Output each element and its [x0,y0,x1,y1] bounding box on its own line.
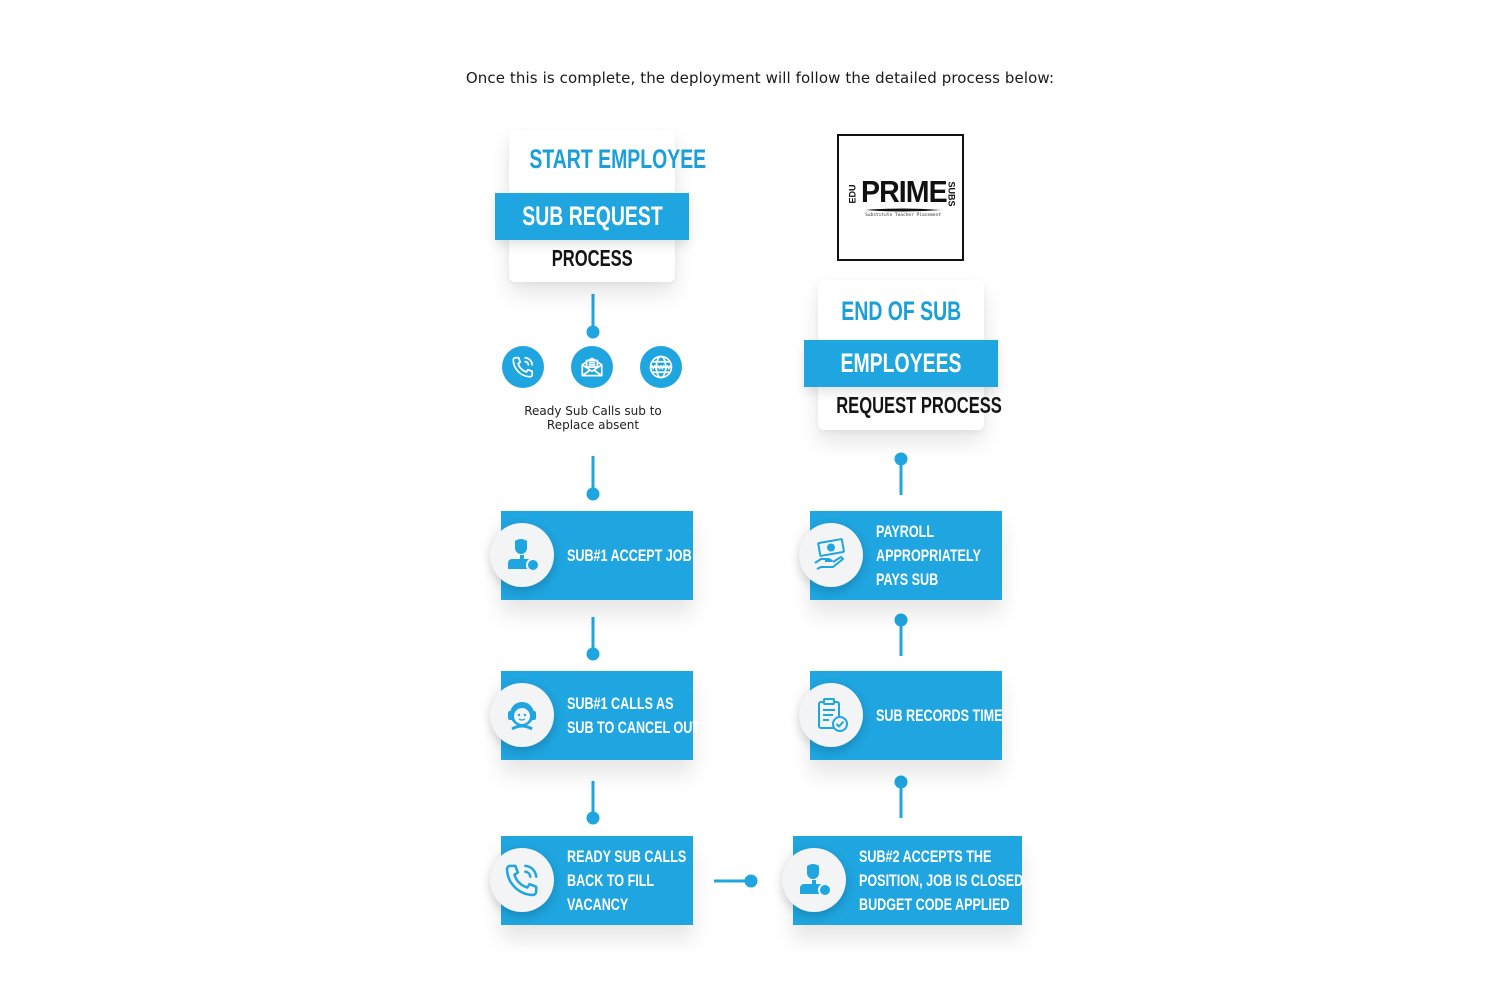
start-header-line3: PROCESS [551,245,633,271]
connector-dot [588,489,598,499]
intro-text: Once this is complete, the deployment will follow the detailed process below: [465,69,1055,87]
money-hand-icon [799,523,863,587]
step-line: BUDGET CODE APPLIED [859,894,1010,914]
step-text [567,836,728,925]
step-text [876,671,1047,760]
step-text [876,511,1018,600]
clipboard-check-icon [799,683,863,747]
start-header-line2: SUB REQUEST [522,201,663,231]
phone-icon [502,346,544,388]
start-process-header [495,130,707,285]
email-icon [571,346,613,388]
step-line: PAYS SUB [876,569,939,589]
contact-caption-line1: Ready Sub Calls sub to [524,404,662,418]
person-icon [490,523,554,587]
edu-prime-subs-logo [837,134,964,261]
step-line: BACK TO FILL [567,870,655,890]
step-line: PAYROLL [876,521,935,541]
logo-subs-text: SUBS [946,181,957,207]
connector-dot [588,813,598,823]
start-header-line1: START EMPLOYEE [529,144,707,174]
contact-caption [493,404,693,432]
step-line: SUB#1 ACCEPT JOB [567,545,692,565]
phone-icon [490,848,554,912]
logo-tagline: Substitute Teacher Placement [865,213,941,218]
end-header-line3: REQUEST PROCESS [836,392,1002,418]
svg-text:WWW: WWW [651,365,671,372]
connector-dot [746,876,756,886]
end-process-header [804,280,1002,435]
step-line: SUB#1 CALLS AS [567,693,674,713]
end-header-line2: EMPLOYEES [840,348,962,378]
web-icon [640,346,682,388]
end-header-line1: END OF SUB [841,296,961,326]
step-line: SUB TO CANCEL OUT [567,717,701,737]
contact-caption-line2: Replace absent [546,418,640,432]
connector-dot [588,327,598,337]
step-text [567,671,747,760]
logo-swoosh [863,208,943,212]
step-line: POSITION, JOB IS CLOSED, [859,870,1027,890]
person-icon [782,848,846,912]
logo-prime-text: PRIME [861,174,947,209]
step-text [859,836,1086,925]
step-text [567,511,735,600]
connector-dot [588,649,598,659]
step-line: VACANCY [567,894,629,914]
step-line: APPROPRIATELY [876,545,981,565]
headset-agent-icon [490,683,554,747]
step-line: READY SUB CALLS [567,846,687,866]
step-line: SUB RECORDS TIME [876,705,1003,725]
logo-edu-text: EDU [847,184,858,204]
step-line: SUB#2 ACCEPTS THE [859,846,992,866]
